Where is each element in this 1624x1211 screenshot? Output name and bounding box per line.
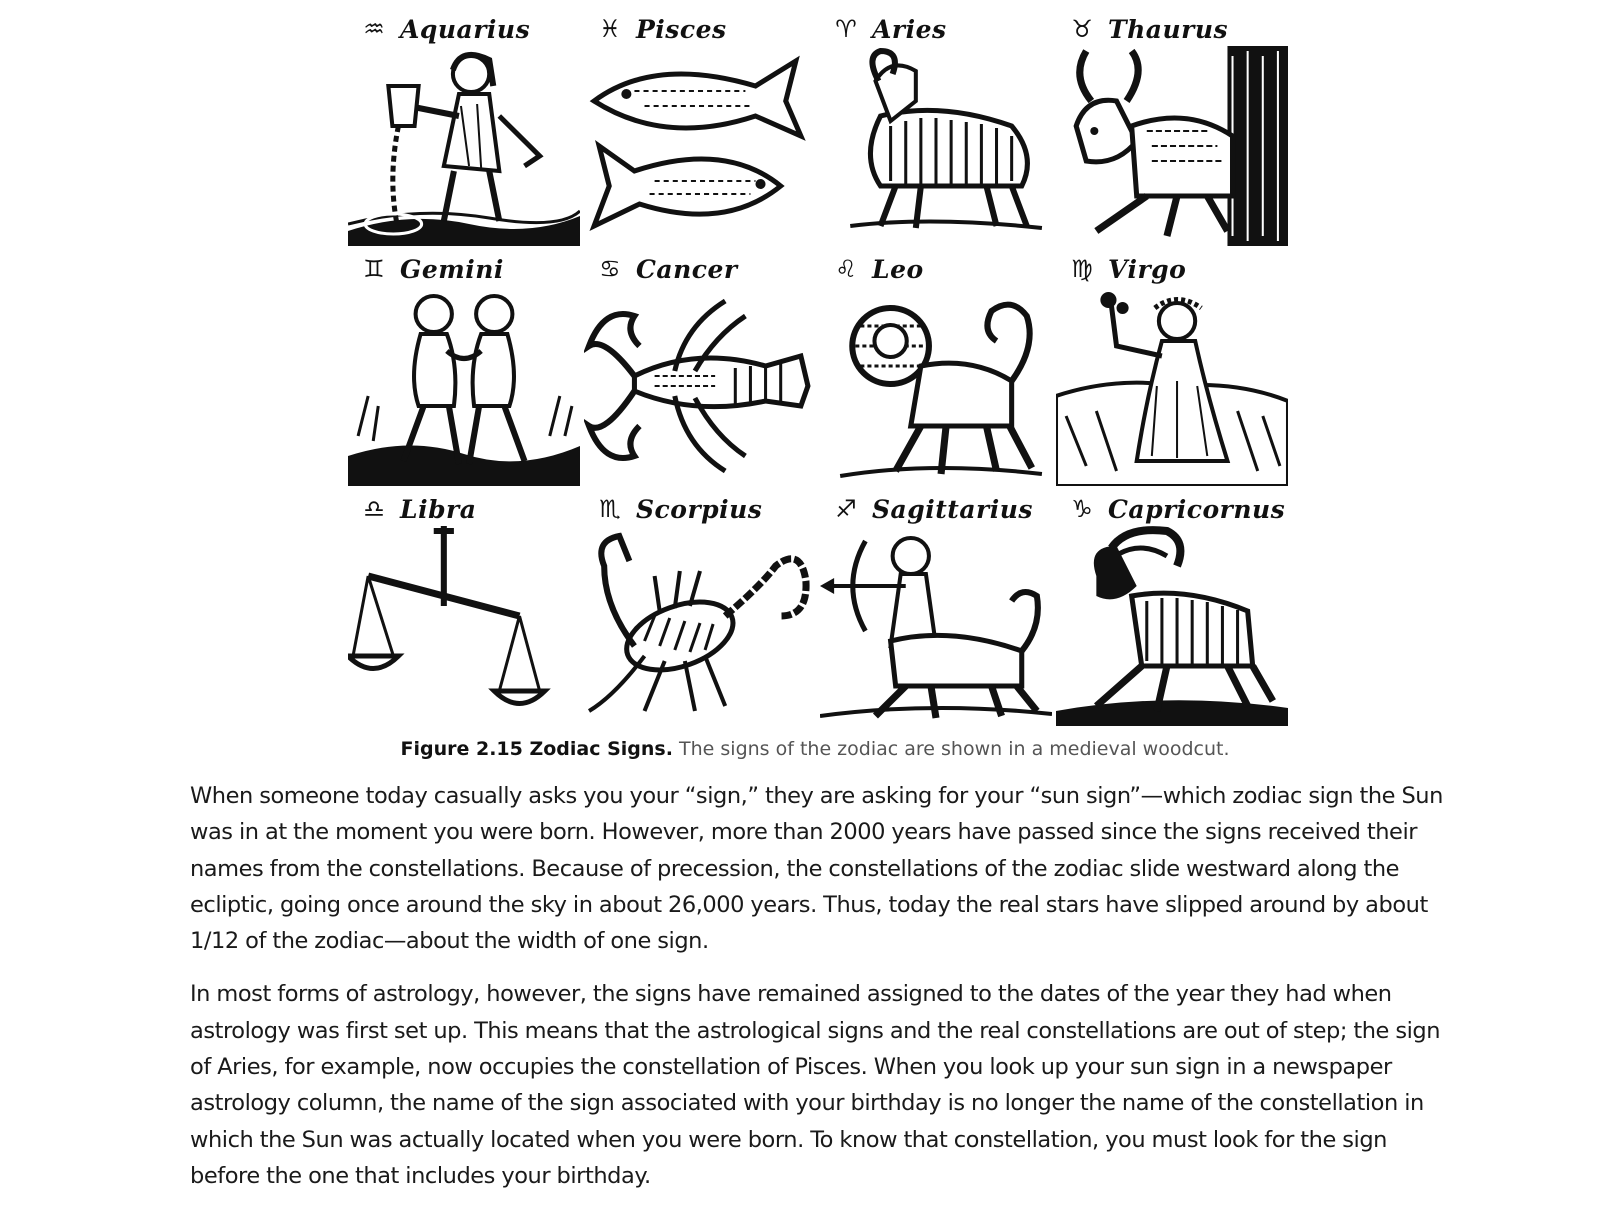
caption-text: The signs of the zodiac are shown in a medieval woodcut. (679, 738, 1230, 760)
paragraph-astrology-forms: In most forms of astrology, however, the signs have remained assigned to the dates of the year they had when astrology was first set up. This means that the astrological signs and the real constellations are out of step; the sign of Aries, for example, now occupies the constellation of Pisces. When you look up your sun sign in a newspaper astrology column, the name of the sign associated with your birthday is no longer the name of the constellation in which the Sun was actually located when you were born. To know that constellation, you must look for the sign before the one that includes your birthday. (190, 981, 1441, 1189)
sign-header (820, 12, 1052, 46)
gemini-symbol: ♊ (363, 255, 385, 283)
sign-name: Leo (872, 254, 924, 284)
sign-name: Pisces (636, 14, 727, 44)
zodiac-cell-libra (348, 490, 580, 726)
pisces-woodcut-icon (584, 46, 816, 246)
taurus-woodcut-icon (1056, 46, 1288, 246)
paragraph-sun-sign: When someone today casually asks you your “sign,” they are asking for your “sun sign”—which zodiac sign the Sun was in at the moment you were born. However, more than 2000 years have passed since the signs received their names from the constellations. Because of precession, the constellations of the zodiac slide westward along the ecliptic, going once around the sky in about 26,000 years. Thus, today the real stars have slipped around by about 1/12 of the zodiac—about the width of one sign. (190, 783, 1443, 955)
leo-symbol: ♌ (835, 255, 857, 283)
zodiac-cell-aries (820, 10, 1052, 246)
gemini-woodcut-icon (348, 286, 580, 486)
aries-symbol: ♈ (835, 15, 857, 43)
article-body (190, 778, 1452, 1211)
sign-header (584, 492, 816, 526)
zodiac-cell-capricornus (1056, 490, 1288, 726)
capricorn-woodcut-icon (1056, 526, 1288, 726)
capricorn-symbol: ♑ (1071, 495, 1093, 523)
aquarius-woodcut-icon (348, 46, 580, 246)
cancer-woodcut-icon (584, 286, 816, 486)
sign-header (584, 12, 816, 46)
pisces-symbol: ♓ (599, 15, 621, 43)
sign-name: Gemini (400, 254, 504, 284)
cancer-symbol: ♋ (599, 255, 621, 283)
taurus-symbol: ♉ (1071, 15, 1093, 43)
zodiac-cell-pisces (584, 10, 816, 246)
zodiac-cell-gemini (348, 250, 580, 486)
zodiac-woodcut-image (348, 10, 1288, 726)
sign-header (820, 252, 1052, 286)
zodiac-cell-cancer (584, 250, 816, 486)
sign-name: Virgo (1108, 254, 1187, 284)
libra-symbol: ♎ (363, 495, 385, 523)
scorpio-woodcut-icon (584, 526, 816, 726)
sign-name: Aquarius (400, 14, 531, 44)
sagittarius-symbol: ♐ (835, 495, 857, 523)
zodiac-cell-aquarius (348, 10, 580, 246)
zodiac-cell-virgo (1056, 250, 1288, 486)
sign-header (820, 492, 1052, 526)
zodiac-cell-scorpius (584, 490, 816, 726)
sign-header (1056, 252, 1288, 286)
figure-caption (190, 735, 1440, 763)
aquarius-symbol: ♒ (363, 15, 385, 43)
zodiac-figure (348, 10, 1288, 726)
sign-header (348, 12, 580, 46)
sign-name: Thaurus (1108, 14, 1229, 44)
caption-label: Figure 2.15 Zodiac Signs. (400, 738, 673, 760)
libra-woodcut-icon (348, 526, 580, 726)
sign-header (1056, 492, 1288, 526)
virgo-woodcut-icon (1056, 286, 1288, 486)
leo-woodcut-icon (820, 286, 1052, 486)
sign-name: Cancer (636, 254, 738, 284)
sign-header (1056, 12, 1288, 46)
sign-name: Libra (400, 494, 477, 524)
sign-name: Aries (872, 14, 947, 44)
sign-header (348, 492, 580, 526)
sagittarius-woodcut-icon (820, 526, 1052, 726)
sign-header (584, 252, 816, 286)
sign-name: Capricornus (1108, 494, 1286, 524)
sign-name: Sagittarius (872, 494, 1033, 524)
zodiac-cell-taurus (1056, 10, 1288, 246)
zodiac-cell-leo (820, 250, 1052, 486)
virgo-symbol: ♍ (1071, 255, 1093, 283)
scorpio-symbol: ♏ (599, 495, 621, 523)
sign-header (348, 252, 580, 286)
zodiac-cell-sagittarius (820, 490, 1052, 726)
sign-name: Scorpius (636, 494, 763, 524)
aries-woodcut-icon (820, 46, 1052, 246)
